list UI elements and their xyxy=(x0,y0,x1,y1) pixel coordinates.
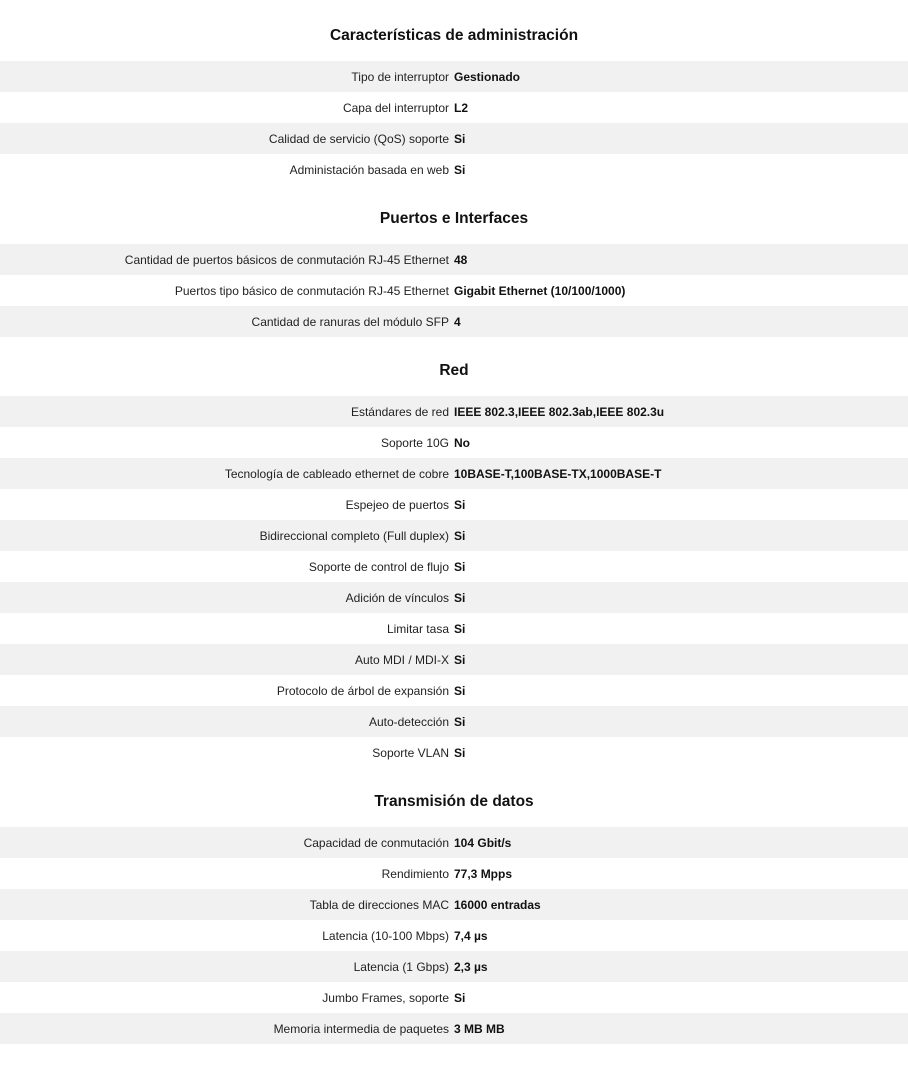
spec-row xyxy=(0,582,908,613)
spec-label: Tecnología de cableado ethernet de cobre xyxy=(224,466,449,481)
spec-row xyxy=(0,275,908,306)
spec-label: Auto MDI / MDI-X xyxy=(354,652,449,667)
spec-row xyxy=(0,520,908,551)
spec-label: Memoria intermedia de paquetes xyxy=(273,1021,449,1036)
spec-value: Si xyxy=(454,559,466,574)
spec-value: 104 Gbit/s xyxy=(454,835,512,850)
section-title: Características de administración xyxy=(329,27,579,44)
spec-value: IEEE 802.3,IEEE 802.3ab,IEEE 802.3u xyxy=(454,404,665,419)
spec-value: No xyxy=(454,435,470,450)
spec-value: Gigabit Ethernet (10/100/1000) xyxy=(454,283,626,298)
spec-row xyxy=(0,613,908,644)
spec-value: Si xyxy=(454,590,466,605)
spec-label: Estándares de red xyxy=(350,404,449,419)
spec-value: Si xyxy=(454,683,466,698)
spec-row xyxy=(0,427,908,458)
spec-value: 16000 entradas xyxy=(454,897,541,912)
spec-label: Bidireccional completo (Full duplex) xyxy=(259,528,449,543)
spec-row xyxy=(0,154,908,185)
spec-label: Capacidad de conmutación xyxy=(303,835,449,850)
spec-row xyxy=(0,458,908,489)
spec-row xyxy=(0,489,908,520)
spec-rows xyxy=(0,827,908,1044)
section-red xyxy=(0,351,908,782)
section-transmision xyxy=(0,782,908,1044)
spec-label: Tipo de interruptor xyxy=(351,69,449,84)
spec-row xyxy=(0,675,908,706)
spec-row xyxy=(0,706,908,737)
spec-rows xyxy=(0,396,908,768)
spec-rows xyxy=(0,61,908,185)
spec-row xyxy=(0,737,908,768)
spec-label: Calidad de servicio (QoS) soporte xyxy=(268,131,449,146)
spec-value: Si xyxy=(454,621,466,636)
spec-value: Si xyxy=(454,497,466,512)
spec-label: Rendimiento xyxy=(381,866,449,881)
spec-value: Gestionado xyxy=(454,69,521,84)
spec-label: Cantidad de puertos básicos de conmutación RJ-45 Ethernet xyxy=(124,252,449,267)
spec-row xyxy=(0,551,908,582)
spec-label: Administación basada en web xyxy=(289,162,449,177)
spec-label: Latencia (1 Gbps) xyxy=(353,959,449,974)
spec-value: 10BASE-T,100BASE-TX,1000BASE-T xyxy=(454,466,662,481)
spec-row xyxy=(0,858,908,889)
spec-row xyxy=(0,982,908,1013)
spec-value: 77,3 Mpps xyxy=(454,866,513,881)
spec-value: Si xyxy=(454,745,466,760)
spec-label: Capa del interruptor xyxy=(342,100,449,115)
spec-label: Cantidad de ranuras del módulo SFP xyxy=(251,314,449,329)
spec-row xyxy=(0,827,908,858)
spec-row xyxy=(0,920,908,951)
spec-row xyxy=(0,951,908,982)
spec-label: Jumbo Frames, soporte xyxy=(322,990,449,1005)
section-title: Transmisión de datos xyxy=(374,793,534,810)
spec-label: Soporte 10G xyxy=(380,435,449,450)
spec-rows xyxy=(0,244,908,337)
spec-row xyxy=(0,396,908,427)
spec-row xyxy=(0,123,908,154)
section-administracion xyxy=(0,16,908,199)
section-puertos xyxy=(0,199,908,351)
spec-label: Soporte de control de flujo xyxy=(308,559,449,574)
spec-row xyxy=(0,92,908,123)
spec-value: Si xyxy=(454,990,466,1005)
spec-value: 48 xyxy=(454,252,468,267)
spec-label: Soporte VLAN xyxy=(372,745,449,760)
spec-value: L2 xyxy=(454,100,469,115)
spec-value: Si xyxy=(454,652,466,667)
spec-row xyxy=(0,306,908,337)
spec-label: Adición de vínculos xyxy=(345,590,449,605)
spec-label: Espejeo de puertos xyxy=(345,497,449,512)
spec-label: Limitar tasa xyxy=(386,621,449,636)
spec-row xyxy=(0,889,908,920)
spec-label: Latencia (10-100 Mbps) xyxy=(322,928,449,943)
spec-label: Puertos tipo básico de conmutación RJ-45 Ethernet xyxy=(174,283,449,298)
spec-row xyxy=(0,644,908,675)
spec-value: Si xyxy=(454,131,466,146)
spec-value: Si xyxy=(454,162,466,177)
spec-label: Tabla de direcciones MAC xyxy=(309,897,449,912)
spec-value: 7,4 µs xyxy=(454,928,488,943)
spec-value: 2,3 µs xyxy=(454,959,488,974)
spec-value: 4 xyxy=(454,314,461,329)
spec-label: Protocolo de árbol de expansión xyxy=(276,683,449,698)
spec-row xyxy=(0,244,908,275)
spec-label: Auto-detección xyxy=(368,714,449,729)
spec-value: Si xyxy=(454,528,466,543)
section-title: Red xyxy=(439,362,469,379)
spec-value: 3 MB MB xyxy=(454,1021,505,1036)
section-title: Puertos e Interfaces xyxy=(379,210,529,227)
spec-row xyxy=(0,1013,908,1044)
spec-row xyxy=(0,61,908,92)
spec-value: Si xyxy=(454,714,466,729)
